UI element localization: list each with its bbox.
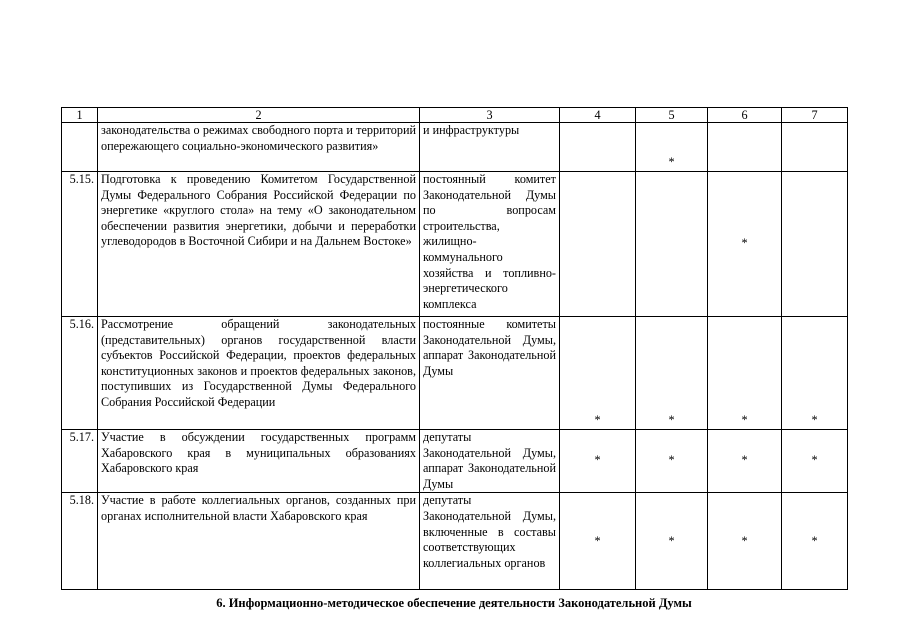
quarter-mark bbox=[782, 172, 848, 317]
item-number: 5.17. bbox=[62, 430, 98, 493]
item-responsible: и инфраструктуры bbox=[420, 123, 560, 172]
item-responsible: постоянные комитеты Законодательной Думы, аппарат Законодательной Думы bbox=[420, 317, 560, 430]
column-number: 2 bbox=[98, 108, 420, 123]
quarter-mark: * bbox=[782, 493, 848, 590]
item-number: 5.18. bbox=[62, 493, 98, 590]
column-number: 3 bbox=[420, 108, 560, 123]
quarter-mark: * bbox=[708, 493, 782, 590]
item-number: 5.15. bbox=[62, 172, 98, 317]
quarter-mark: * bbox=[782, 430, 848, 493]
quarter-mark: * bbox=[708, 317, 782, 430]
column-number: 4 bbox=[560, 108, 636, 123]
table-row bbox=[62, 172, 848, 317]
quarter-mark bbox=[636, 172, 708, 317]
quarter-mark: * bbox=[560, 430, 636, 493]
quarter-mark: * bbox=[708, 172, 782, 317]
column-number: 5 bbox=[636, 108, 708, 123]
quarter-mark: * bbox=[636, 430, 708, 493]
item-description: Участие в работе коллегиальных органов, созданных при органах исполнительной власти Хабаровского края bbox=[98, 493, 420, 590]
item-responsible: постоянный комитет Законодательной Думы по вопросам строительства, жилищно-коммунального хозяйства и топливно-энергетического комплекса bbox=[420, 172, 560, 317]
item-description: Участие в обсуждении государственных программ Хабаровского края в муниципальных образованиях Хабаровского края bbox=[98, 430, 420, 493]
table-row bbox=[62, 123, 848, 172]
column-number: 7 bbox=[782, 108, 848, 123]
quarter-mark: * bbox=[636, 123, 708, 172]
plan-table bbox=[61, 107, 848, 590]
column-number: 6 bbox=[708, 108, 782, 123]
section-heading: 6. Информационно-методическое обеспечение деятельности Законодательной Думы bbox=[216, 596, 692, 610]
quarter-mark: * bbox=[636, 317, 708, 430]
quarter-mark: * bbox=[782, 317, 848, 430]
item-description: Подготовка к проведению Комитетом Государственной Думы Федерального Собрания Российской Федерации по энергетике «круглого стола» на тему «О законодательном обеспечении развития энергетики, добычи и переработки углеводородов в Восточной Сибири и на Дальнем Востоке» bbox=[98, 172, 420, 317]
quarter-mark bbox=[560, 123, 636, 172]
quarter-mark: * bbox=[636, 493, 708, 590]
table-row bbox=[62, 493, 848, 590]
item-description: законодательства о режимах свободного порта и территорий опережающего социально-экономического развития» bbox=[98, 123, 420, 172]
quarter-mark: * bbox=[560, 317, 636, 430]
item-responsible: депутаты Законодательной Думы, аппарат Законодательной Думы bbox=[420, 430, 560, 493]
column-number: 1 bbox=[62, 108, 98, 123]
item-description: Рассмотрение обращений законодательных (представительных) органов государственной власти субъектов Российской Федерации, проектов федеральных конституционных законов и проектов федеральных законов, поступивших из Государственной Думы Федерального Собрания Российской Федерации bbox=[98, 317, 420, 430]
quarter-mark: * bbox=[560, 493, 636, 590]
quarter-mark bbox=[708, 123, 782, 172]
item-number bbox=[62, 123, 98, 172]
quarter-mark bbox=[782, 123, 848, 172]
item-number: 5.16. bbox=[62, 317, 98, 430]
table-row bbox=[62, 430, 848, 493]
item-responsible: депутаты Законодательной Думы, включенные в составы соответствующих коллегиальных органов bbox=[420, 493, 560, 590]
column-number-row bbox=[62, 108, 848, 123]
quarter-mark bbox=[560, 172, 636, 317]
table-row bbox=[62, 317, 848, 430]
quarter-mark: * bbox=[708, 430, 782, 493]
